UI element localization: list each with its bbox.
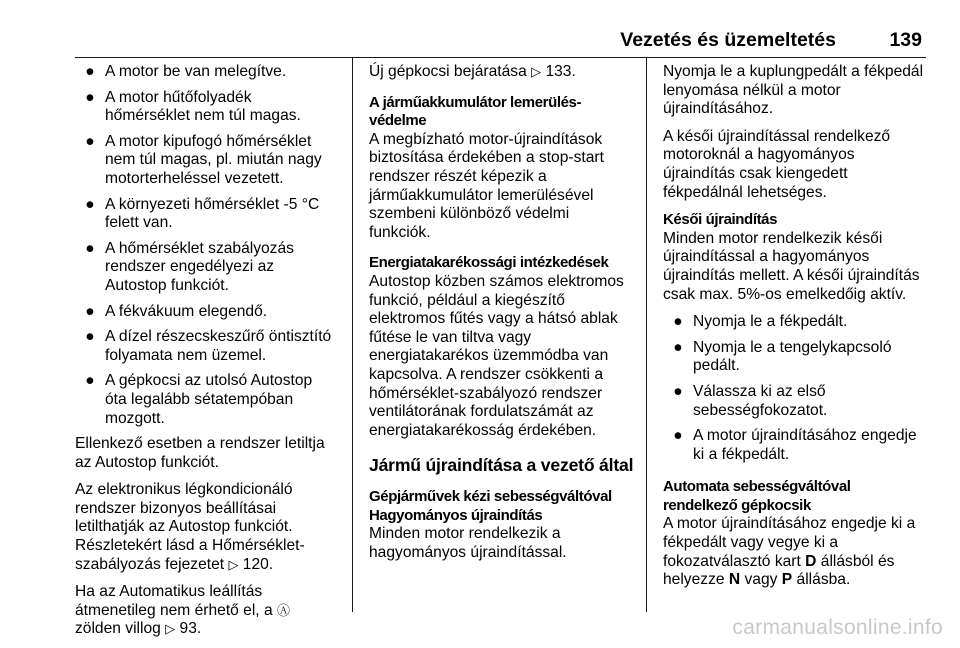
list-item: ● Nyomja le a fékpedált.	[673, 313, 848, 331]
column-divider-2	[646, 58, 647, 612]
section-body: A motor újraindításához engedje ki a fékpedált vagy vegye ki a fokozatválasztó kart D állásból és helyezze N vagy P állásba.	[663, 515, 916, 589]
section-heading: Késői újraindítás	[663, 211, 778, 229]
bullet-icon: ●	[85, 328, 95, 346]
section-heading: A járműakkumulátor lemerülés- védelme	[369, 93, 582, 130]
subsection-heading: Gépjárművek kézi sebességváltóval	[369, 488, 612, 506]
list-item: ● A motor újraindításához engedje ki a fékpedált.	[673, 427, 917, 463]
page-ref-arrow-icon: ▷	[165, 621, 176, 637]
section-body: A megbízható motor-újraindítások biztosítása érdekében a stop-start rendszer részét képezik a járműakkumulátor lemerülésével szembeni különböző védelmi funkciók.	[369, 130, 604, 241]
autostop-icon: Ⓐ	[276, 602, 290, 618]
bullet-icon: ●	[85, 302, 95, 320]
list-item: ● A fékvákuum elegendő.	[85, 302, 268, 320]
bullet-icon: ●	[85, 239, 95, 257]
section-body: Autostop közben számos elektromos funkció, például a kiegészítő elektromos fűtés vagy a hátsó ablak fűtése le van tiltva vagy energiatakarékos üzemmódba van kapcsolva. A rendszer csökkenti a hőmérséklet-szabályozó rendszer ventilátorának fordulatszámát az energiatakarékosság érdekében.	[369, 272, 624, 439]
list-item: ● A motor kipufogó hőmérséklet nem túl magas, pl. miután nagy motorterheléssel vezetett.	[85, 132, 322, 187]
list-item: ● Válassza ki az első sebességfokozatot.	[673, 382, 828, 419]
list-item: ● Nyomja le a tengelykapcsoló pedált.	[673, 338, 892, 375]
header-divider	[75, 57, 926, 58]
bullet-icon: ●	[673, 338, 683, 356]
list-item: ● A gépkocsi az utolsó Autostop óta legalább sétatempóban mozgott.	[85, 372, 313, 427]
list-item: ● A dízel részecskeszűrő öntisztító folyamata nem üzemel.	[85, 328, 332, 364]
section-body: Minden motor rendelkezik késői újraindítással a hagyományos újraindítás mellett. A késői újraindítás csak max. 5%-os emelkedőig aktív.	[663, 229, 920, 303]
column-divider-1	[352, 58, 353, 612]
bullet-icon: ●	[85, 195, 95, 213]
section-battery-protection	[369, 94, 641, 243]
list-item: ● A hőmérséklet szabályozás rendszer engedélyezi az Autostop funkciót.	[85, 239, 294, 294]
paragraph-disabled-otherwise: Ellenkező esetben a rendszer letiltja az Autostop funkciót.	[75, 435, 325, 471]
paragraph-climate-control: Az elektronikus légkondicionáló rendszer bizonyos beállításai letilthatják az Autostop funkciót. Részletekért lásd a Hőmérséklet- szabályozás fejezetet ▷ 120.	[75, 481, 305, 573]
page-header-title: Vezetés és üzemeltetés	[620, 29, 836, 51]
section-heading: Automata sebességváltóval rendelkező gépkocsik	[663, 478, 851, 514]
restart-steps-list	[663, 313, 931, 464]
page-reference-link[interactable]: 133.	[545, 63, 576, 80]
paragraph-autostop-unavailable: Ha az Automatikus leállítás átmenetileg nem érhető el, a Ⓐ zölden villog ▷ 93.	[75, 583, 290, 638]
bullet-icon: ●	[85, 132, 95, 150]
page-number: 139	[889, 29, 922, 51]
section-body: Minden motor rendelkezik a hagyományos újraindítással.	[369, 525, 567, 562]
paragraph-break-in: Új gépkocsi bejáratása ▷ 133.	[369, 63, 576, 80]
watermark: carmanualsonline.info	[732, 616, 943, 639]
section-energy-saving	[369, 254, 641, 440]
bullet-icon: ●	[673, 313, 683, 331]
chapter-heading: Jármű újraindítása a vezető által	[369, 455, 634, 476]
list-item: ● A motor be van melegítve.	[85, 63, 287, 80]
list-item: ● A környezeti hőmérséklet -5 °C felett van.	[85, 195, 320, 232]
bullet-icon: ●	[85, 372, 95, 390]
bullet-icon: ●	[85, 63, 95, 80]
column-3	[663, 63, 931, 590]
page-reference-link[interactable]: 120.	[242, 555, 274, 573]
conditions-list	[75, 63, 347, 428]
page-ref-arrow-icon: ▷	[228, 556, 239, 572]
section-heading: Energiatakarékossági intézkedések	[369, 254, 609, 272]
column-1	[75, 63, 347, 648]
gear-position-n: N	[728, 571, 741, 589]
subsection-heading: Hagyományos újraindítás	[369, 506, 543, 524]
paragraph-late-restart-note: A késői újraindítással rendelkező motoroknál a hagyományos újraindítás csak kiengedett fékpedálnál lehetséges.	[663, 127, 891, 201]
gear-position-p: P	[781, 571, 793, 589]
bullet-icon: ●	[85, 88, 95, 106]
gear-position-d: D	[805, 552, 817, 570]
bullet-icon: ●	[673, 427, 683, 445]
list-item: ● A motor hűtőfolyadék hőmérséklet nem túl magas.	[85, 88, 301, 125]
page-reference-link[interactable]: 93.	[179, 620, 202, 638]
bullet-icon: ●	[673, 382, 683, 400]
paragraph-clutch-restart: Nyomja le a kuplungpedált a fékpedál lenyomása nélkül a motor újraindításához.	[663, 63, 924, 118]
column-2	[369, 63, 641, 563]
page-ref-arrow-icon: ▷	[531, 64, 542, 79]
